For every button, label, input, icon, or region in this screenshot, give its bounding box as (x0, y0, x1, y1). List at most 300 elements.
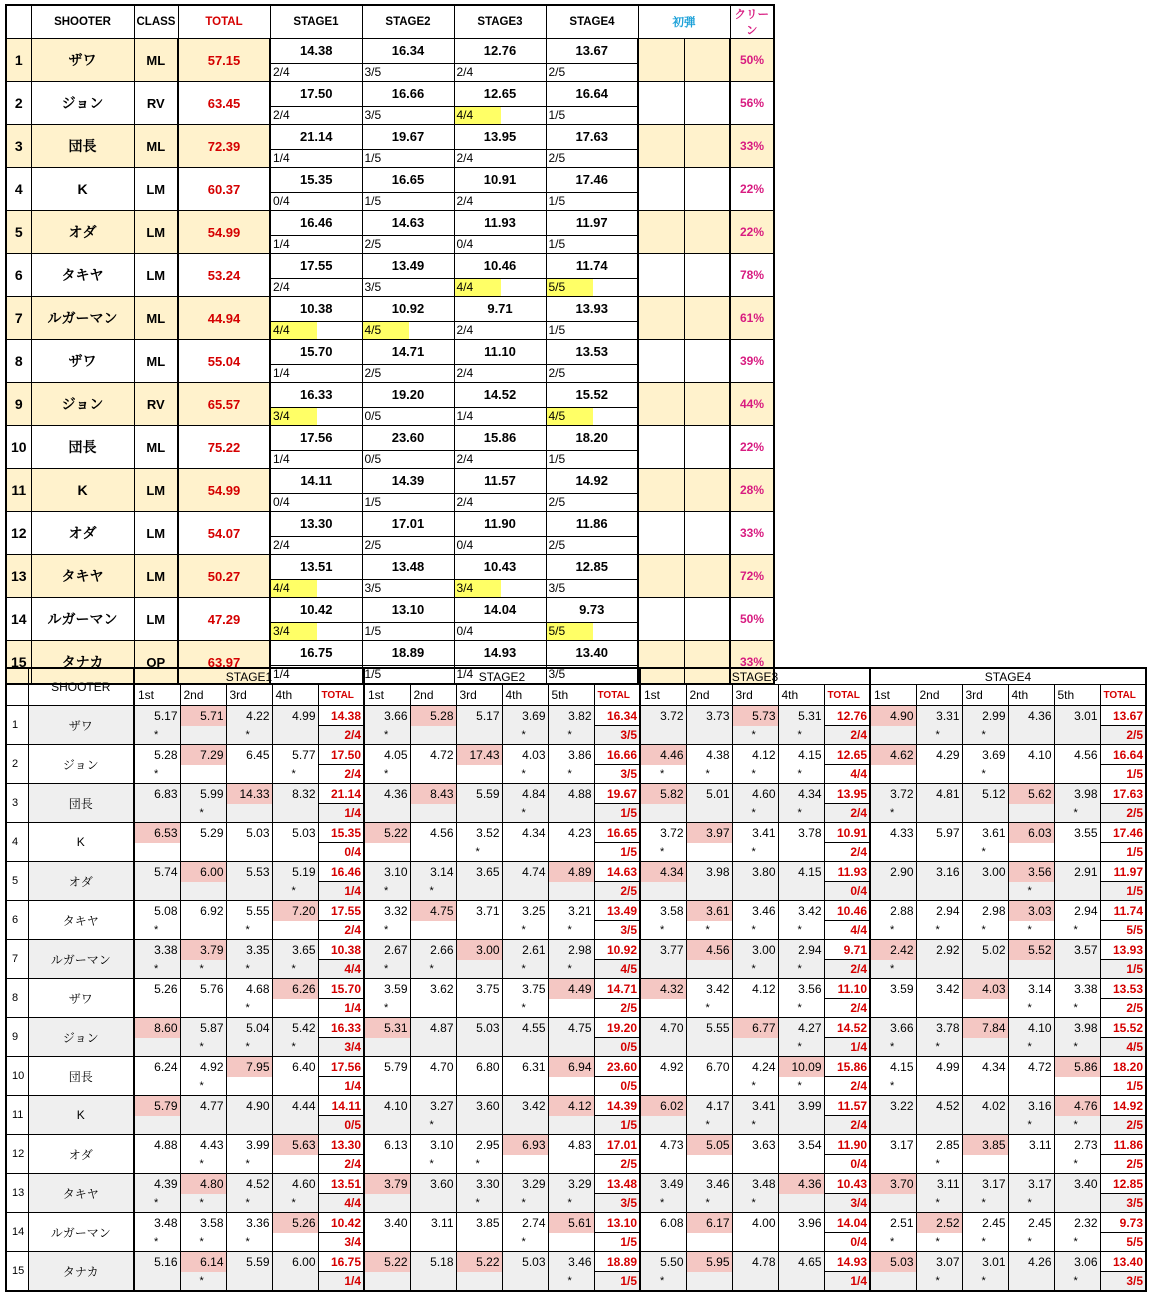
detail-shooter-group (6, 823, 1146, 862)
shot-hit-mark (456, 765, 502, 784)
row-number: 13 (6, 1174, 28, 1213)
stage-cell (362, 254, 454, 297)
shot-hit-mark (180, 843, 226, 862)
stage-total: 13.10 (594, 1213, 640, 1233)
clean-rate: 44% (730, 383, 774, 426)
stage-total: 19.67 (594, 784, 640, 804)
shot-header: 2nd (686, 685, 732, 706)
stage-total: 10.92 (594, 940, 640, 960)
shot-time: 3.22 (870, 1096, 916, 1116)
shooter-class: ML (134, 340, 178, 383)
shot-time: 3.55 (1054, 823, 1100, 843)
shooter-name: ルガーマン (28, 940, 134, 979)
shot-time: 5.42 (272, 1018, 318, 1038)
detail-time-row (6, 940, 1146, 960)
shot-time: 4.36 (1008, 706, 1054, 726)
shot-hit-mark (686, 1038, 732, 1057)
shot-time: 4.75 (548, 1018, 594, 1038)
shot-time: 3.60 (456, 1096, 502, 1116)
row-number: 8 (6, 979, 28, 1018)
total-time: 54.07 (178, 512, 270, 555)
stage-hits: 4/4 (271, 580, 317, 597)
shot-time: 3.31 (916, 706, 962, 726)
first-shot-b (684, 168, 730, 211)
shot-hit-mark (1054, 843, 1100, 862)
shot-hit-mark (870, 1194, 916, 1213)
shot-hit-mark: * (180, 1077, 226, 1096)
shot-time: 4.52 (916, 1096, 962, 1116)
shot-time: 3.99 (226, 1135, 272, 1155)
shot-hit-mark: * (732, 726, 778, 745)
stage-cell (270, 39, 362, 82)
shot-hit-mark: * (502, 804, 548, 823)
row-number: 5 (6, 211, 31, 254)
stage-hits: 4/5 (594, 960, 640, 979)
shot-hit-mark: * (502, 765, 548, 784)
row-number: 15 (6, 1252, 28, 1292)
stage-cell (546, 598, 638, 641)
shot-hit-mark: * (778, 921, 824, 940)
shot-header: 3rd (732, 685, 778, 706)
shot-time: 5.52 (1008, 940, 1054, 960)
stage-hits: 0/5 (594, 1038, 640, 1057)
shot-hit-mark (778, 1116, 824, 1135)
shot-time: 7.84 (962, 1018, 1008, 1038)
shot-hit-mark (732, 882, 778, 901)
shot-hit-mark: * (134, 765, 180, 784)
stage-time: 23.60 (391, 430, 425, 445)
stage-hits: 1/4 (456, 667, 474, 681)
shot-time: 4.70 (640, 1018, 686, 1038)
stage-hits: 3/5 (548, 581, 566, 595)
clean-rate: 22% (730, 168, 774, 211)
stage-hits: 3/4 (455, 580, 501, 597)
shot-time: 4.33 (870, 823, 916, 843)
shot-time: 3.41 (732, 1096, 778, 1116)
header-total: TOTAL (178, 5, 270, 39)
shot-time: 4.77 (180, 1096, 226, 1116)
shot-hit-mark: * (778, 1077, 824, 1096)
first-shot-b (684, 125, 730, 168)
stage-time: 14.63 (391, 215, 425, 230)
shot-header: 2nd (916, 685, 962, 706)
stage-hits: 1/5 (364, 667, 382, 681)
stage-hits-row (363, 63, 454, 81)
shot-time: 3.57 (1054, 940, 1100, 960)
shot-hit-mark (502, 882, 548, 901)
stage-total: 14.38 (318, 706, 364, 726)
shot-time: 6.24 (134, 1057, 180, 1077)
stage-hits-row (271, 579, 362, 597)
shot-hit-mark (1054, 882, 1100, 901)
stage-total: 11.97 (1100, 862, 1146, 882)
detail-time-row (6, 1213, 1146, 1233)
stage-hits: 2/5 (1100, 999, 1146, 1018)
shot-hit-mark (410, 1038, 456, 1057)
detail-shot-header-row (6, 685, 1146, 706)
summary-row (6, 555, 774, 598)
first-shot-a (638, 297, 684, 340)
stage-time: 17.56 (299, 430, 333, 445)
shot-hit-mark (134, 1077, 180, 1096)
stage-hits: 2/4 (456, 366, 474, 380)
stage-hits: 1/5 (594, 804, 640, 823)
stage-total: 17.46 (1100, 823, 1146, 843)
shooter-name: 団長 (28, 784, 134, 823)
detail-time-row (6, 1018, 1146, 1038)
detail-shooter-group (6, 1135, 1146, 1174)
shot-hit-mark (732, 1272, 778, 1292)
stage-hits: 2/5 (1100, 804, 1146, 823)
stage-hits: 1/4 (273, 151, 290, 165)
shot-hit-mark: * (916, 1155, 962, 1174)
shot-time: 8.60 (134, 1018, 180, 1038)
stage-hits: 3/5 (1100, 1272, 1146, 1292)
shot-time: 4.43 (180, 1135, 226, 1155)
stage-cell (546, 211, 638, 254)
shot-time: 5.73 (732, 706, 778, 726)
shooter-name: タキヤ (28, 901, 134, 940)
stage-hits: 4/4 (271, 322, 317, 339)
shot-time: 3.85 (962, 1135, 1008, 1155)
detail-header-no (6, 668, 28, 706)
stage-hits: 0/5 (364, 452, 382, 466)
shot-hit-mark (410, 804, 456, 823)
stage-total: 14.63 (594, 862, 640, 882)
stage-total: 13.51 (318, 1174, 364, 1194)
stage-total: 13.49 (594, 901, 640, 921)
shot-hit-mark: * (962, 1272, 1008, 1292)
shot-time: 5.28 (410, 706, 456, 726)
stage-hits: 2/4 (273, 65, 290, 79)
shot-hit-mark: * (272, 1194, 318, 1213)
stage-time: 14.38 (299, 43, 333, 58)
shot-hit-mark: * (1008, 921, 1054, 940)
stage-hits: 1/5 (594, 1272, 640, 1292)
shot-time: 3.79 (180, 940, 226, 960)
stage-hits: 5/5 (547, 623, 593, 640)
shot-hit-mark: * (962, 765, 1008, 784)
stage-hits: 1/4 (318, 1272, 364, 1292)
shot-time: 6.00 (180, 862, 226, 882)
shot-time: 5.19 (272, 862, 318, 882)
shot-time: 3.72 (870, 784, 916, 804)
shot-hit-mark (502, 1038, 548, 1057)
shot-hit-mark (180, 726, 226, 745)
stage-total: 14.11 (318, 1096, 364, 1116)
shot-time: 4.15 (778, 862, 824, 882)
stage-time: 10.42 (299, 602, 333, 617)
detail-time-row (6, 1135, 1146, 1155)
shot-time: 5.79 (134, 1096, 180, 1116)
shot-time: 3.77 (640, 940, 686, 960)
shot-time: 3.56 (778, 979, 824, 999)
shot-hit-mark (180, 765, 226, 784)
shot-time: 3.80 (732, 862, 778, 882)
stage-hits-row (455, 149, 546, 167)
shot-hit-mark (686, 960, 732, 979)
shot-hit-mark: * (732, 960, 778, 979)
stage-hits: 1/5 (1100, 843, 1146, 862)
shot-time: 4.34 (502, 823, 548, 843)
shot-time: 6.17 (686, 1213, 732, 1233)
stage-hits-row (547, 364, 638, 382)
shot-time: 6.80 (456, 1057, 502, 1077)
total-time: 72.39 (178, 125, 270, 168)
shot-time: 6.26 (272, 979, 318, 999)
shooter-name: ザワ (28, 706, 134, 745)
shot-time: 4.44 (272, 1096, 318, 1116)
shot-time: 3.61 (962, 823, 1008, 843)
shot-hit-mark (778, 1194, 824, 1213)
shot-time: 4.55 (502, 1018, 548, 1038)
shot-hit-mark (962, 1038, 1008, 1057)
shooter-class: LM (134, 254, 178, 297)
shot-hit-mark: * (272, 882, 318, 901)
shot-header: 4th (778, 685, 824, 706)
shot-hit-mark (134, 882, 180, 901)
stage-hits-row (271, 450, 362, 468)
shot-hit-mark (364, 1272, 410, 1292)
stage-total: 16.66 (594, 745, 640, 765)
summary-row (6, 598, 774, 641)
shooter-class: ML (134, 426, 178, 469)
shot-time: 3.00 (962, 862, 1008, 882)
stage-hits-row (363, 321, 454, 339)
shot-time: 5.95 (686, 1252, 732, 1272)
stage-time: 13.30 (299, 516, 333, 531)
stage-time: 11.74 (575, 258, 608, 273)
stage-total: 17.56 (318, 1057, 364, 1077)
shot-hit-mark (364, 843, 410, 862)
shooter-name: ルガーマン (31, 297, 134, 340)
shot-time: 5.82 (640, 784, 686, 804)
shot-hit-mark (226, 1077, 272, 1096)
shot-hit-mark (916, 1116, 962, 1135)
stage-hits: 1/5 (548, 452, 566, 466)
first-shot-a (638, 469, 684, 512)
shot-hit-mark: * (870, 804, 916, 823)
shot-hit-mark: * (134, 921, 180, 940)
stage-total: 9.71 (824, 940, 870, 960)
stage-hits-row (271, 192, 362, 210)
shot-time: 3.66 (364, 706, 410, 726)
detail-shooter-group (6, 940, 1146, 979)
shot-time: 7.95 (226, 1057, 272, 1077)
summary-row (6, 168, 774, 211)
shot-time: 4.90 (870, 706, 916, 726)
row-number: 3 (6, 784, 28, 823)
shot-hit-mark (502, 1272, 548, 1292)
shooter-name: タナカ (28, 1252, 134, 1292)
shot-time: 3.29 (502, 1174, 548, 1194)
shooter-name: タキヤ (31, 555, 134, 598)
shot-time: 6.14 (180, 1252, 226, 1272)
shooter-class: LM (134, 211, 178, 254)
shot-hit-mark (962, 960, 1008, 979)
shot-hit-mark (686, 882, 732, 901)
shot-header: 1st (364, 685, 410, 706)
stage-time: 10.46 (483, 258, 517, 273)
shooter-name: オダ (31, 211, 134, 254)
shot-hit-mark (226, 1116, 272, 1135)
stage-time: 16.75 (299, 645, 333, 660)
stage-total: 13.30 (318, 1135, 364, 1155)
stage-time: 15.52 (575, 387, 609, 402)
shot-time: 5.17 (134, 706, 180, 726)
shot-time: 3.54 (778, 1135, 824, 1155)
stage-hits: 1/4 (318, 999, 364, 1018)
stage-total: 14.92 (1100, 1096, 1146, 1116)
stage-hits: 4/5 (547, 408, 593, 425)
shot-time: 4.02 (962, 1096, 1008, 1116)
stage-total-header: TOTAL (318, 685, 364, 706)
stage-total: 17.63 (1100, 784, 1146, 804)
stage-cell (270, 211, 362, 254)
stage-time: 13.67 (575, 43, 609, 58)
shot-hit-mark: * (548, 1272, 594, 1292)
shot-hit-mark: * (226, 726, 272, 745)
shot-hit-mark: * (502, 999, 548, 1018)
stage-hits: 1/5 (364, 194, 382, 208)
stage-hits-row (271, 407, 362, 425)
shot-time: 3.27 (410, 1096, 456, 1116)
stage-hits-row (455, 493, 546, 511)
shot-hit-mark: * (732, 1116, 778, 1135)
stage-time: 18.89 (391, 645, 425, 660)
detail-header-shooter: SHOOTER (28, 668, 134, 706)
shot-hit-mark: * (1008, 1038, 1054, 1057)
shot-hit-mark: * (1008, 1233, 1054, 1252)
stage-total-header: TOTAL (594, 685, 640, 706)
shot-hit-mark (456, 999, 502, 1018)
first-shot-a (638, 340, 684, 383)
shot-hit-mark (962, 1077, 1008, 1096)
stage-hits: 1/5 (1100, 765, 1146, 784)
shot-time: 4.10 (1008, 1018, 1054, 1038)
stage-time: 16.46 (299, 215, 333, 230)
detail-time-row (6, 901, 1146, 921)
clean-rate: 39% (730, 340, 774, 383)
shot-hit-mark: * (410, 1155, 456, 1174)
shot-time: 2.98 (548, 940, 594, 960)
shot-hit-mark (1008, 765, 1054, 784)
row-number: 7 (6, 940, 28, 979)
stage-hits: 1/5 (594, 843, 640, 862)
shot-time: 4.56 (410, 823, 456, 843)
stage-time: 9.71 (487, 301, 513, 316)
shooter-name: ジョン (28, 1018, 134, 1057)
shot-time: 2.42 (870, 940, 916, 960)
shot-hit-mark: * (778, 960, 824, 979)
stage-hits-row (547, 278, 638, 296)
detail-shooter-group (6, 1174, 1146, 1213)
stage-hits: 3/5 (1100, 1194, 1146, 1213)
shot-hit-mark (456, 921, 502, 940)
stage-cell (362, 39, 454, 82)
shot-hit-mark (410, 1077, 456, 1096)
stage-hits: 0/4 (824, 882, 870, 901)
stage-total: 13.67 (1100, 706, 1146, 726)
shot-time: 3.32 (364, 901, 410, 921)
stage-hits-row (455, 235, 546, 253)
header-shooter: SHOOTER (31, 5, 134, 39)
shot-hit-mark: * (686, 765, 732, 784)
detail-shooter-group (6, 901, 1146, 940)
shot-hit-mark (548, 1038, 594, 1057)
shot-time: 4.15 (778, 745, 824, 765)
shot-hit-mark: * (732, 804, 778, 823)
shot-time: 5.74 (134, 862, 180, 882)
shot-time: 4.22 (226, 706, 272, 726)
stage-total: 11.86 (1100, 1135, 1146, 1155)
shot-hit-mark: * (134, 1194, 180, 1213)
shooter-class: ML (134, 297, 178, 340)
shot-hit-mark: * (180, 1233, 226, 1252)
row-number: 13 (6, 555, 31, 598)
shot-time: 3.48 (732, 1174, 778, 1194)
stage-cell (362, 383, 454, 426)
shot-time: 6.93 (502, 1135, 548, 1155)
shot-time: 6.13 (364, 1135, 410, 1155)
stage-hits: 3/5 (364, 65, 382, 79)
stage-hits-row (455, 364, 546, 382)
shot-hit-mark: * (778, 804, 824, 823)
summary-row (6, 254, 774, 297)
stage-hits: 1/5 (364, 624, 382, 638)
shot-hit-mark (456, 1272, 502, 1292)
shot-time: 3.03 (1008, 901, 1054, 921)
stage-time: 16.65 (391, 172, 425, 187)
stage-time: 12.65 (483, 86, 517, 101)
shot-time: 3.40 (1054, 1174, 1100, 1194)
shot-hit-mark: * (456, 1155, 502, 1174)
header-clean: クリーン (730, 5, 774, 39)
shot-time: 3.71 (456, 901, 502, 921)
shot-hit-mark: * (548, 960, 594, 979)
shot-time: 3.56 (1008, 862, 1054, 882)
shot-hit-mark: * (962, 921, 1008, 940)
total-time: 75.22 (178, 426, 270, 469)
shot-hit-mark: * (502, 726, 548, 745)
shot-hit-mark: * (962, 1194, 1008, 1213)
shot-hit-mark: * (272, 960, 318, 979)
shot-hit-mark (640, 999, 686, 1018)
shot-time: 2.88 (870, 901, 916, 921)
shot-hit-mark (640, 726, 686, 745)
shot-time: 4.46 (640, 745, 686, 765)
shot-hit-mark: * (364, 960, 410, 979)
stage-hits: 3/5 (594, 765, 640, 784)
shooter-class: LM (134, 469, 178, 512)
shot-time: 4.84 (502, 784, 548, 804)
shot-time: 3.41 (732, 823, 778, 843)
stage-hits: 0/5 (364, 409, 382, 423)
header-stage1: STAGE1 (270, 5, 362, 39)
shot-hit-mark (456, 1116, 502, 1135)
total-time: 63.97 (178, 641, 270, 685)
shot-hit-mark: * (916, 726, 962, 745)
detail-shooter-group (6, 1057, 1146, 1096)
shot-hit-mark (1008, 804, 1054, 823)
stage-total: 12.76 (824, 706, 870, 726)
stage-time: 10.43 (483, 559, 517, 574)
stage-hits: 2/5 (594, 999, 640, 1018)
stage-hits: 3/5 (594, 1194, 640, 1213)
first-shot-a (638, 254, 684, 297)
shot-hit-mark (502, 843, 548, 862)
shot-time: 4.83 (548, 1135, 594, 1155)
